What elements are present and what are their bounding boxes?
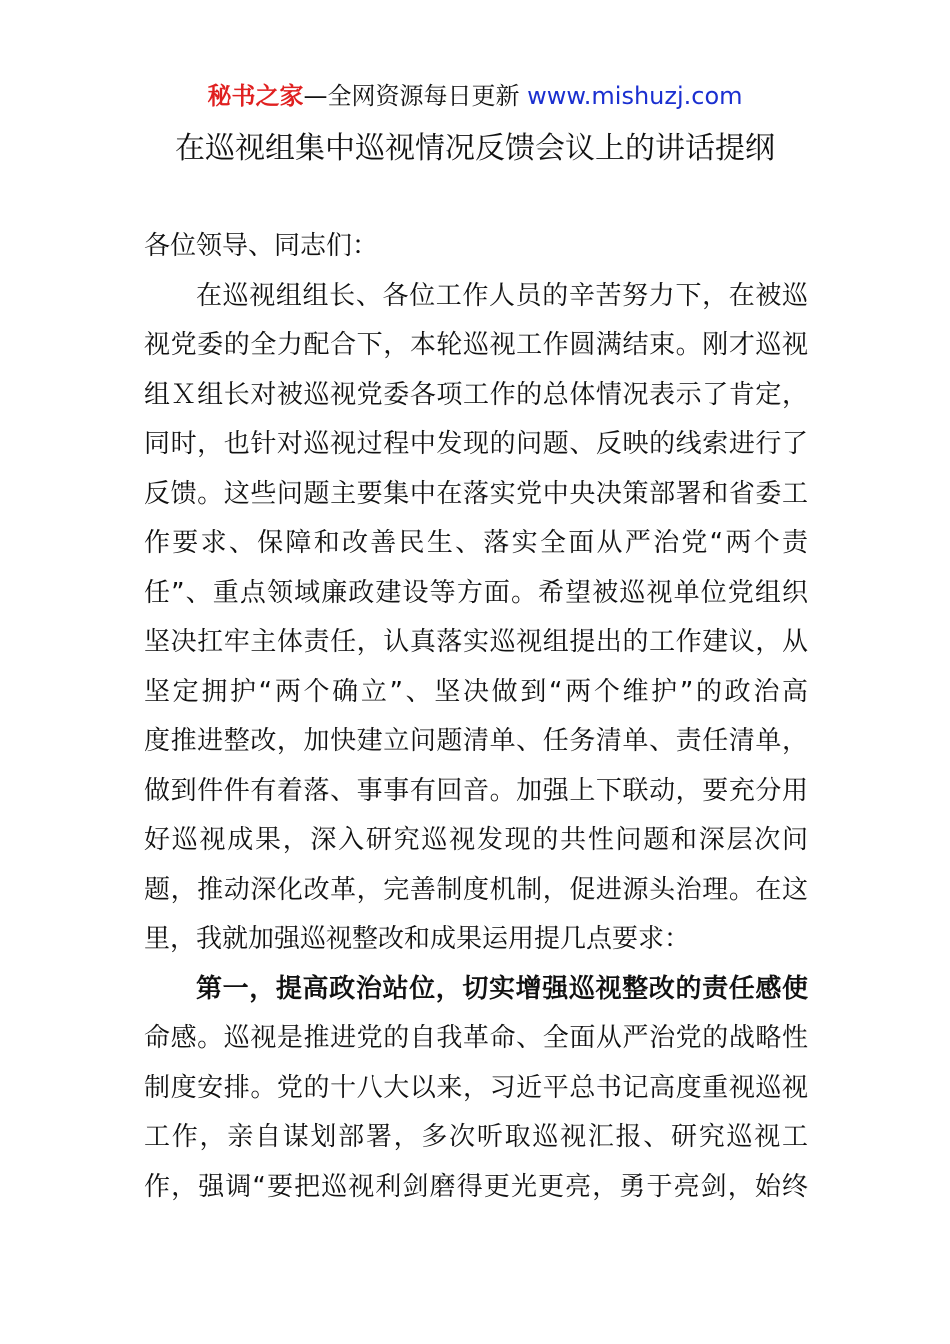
paragraph-line: 坚决扛牢主体责任，认真落实巡视组提出的工作建议，从 xyxy=(144,627,808,657)
paragraph-line: 制度安排。党的十八大以来，习近平总书记高度重视巡视 xyxy=(144,1072,808,1103)
paragraph-line: 视党委的全力配合下，本轮巡视工作圆满结束。刚才巡视 xyxy=(144,330,808,360)
paragraph-line: 作，强调“要把巡视利剑磨得更光更亮，勇于亮剑，始终 xyxy=(144,1171,808,1202)
paragraph-line: 坚定拥护“两个确立”、坚决做到“两个维护”的政治高 xyxy=(144,676,808,707)
paragraph-line: 工作，亲自谋划部署，多次听取巡视汇报、研究巡视工 xyxy=(144,1122,808,1152)
site-url-link[interactable]: www.mishuzj.com xyxy=(527,82,743,110)
paragraph-line: 做到件件有着落、事事有回音。加强上下联动，要充分用 xyxy=(144,775,808,806)
site-name: 秘书之家 xyxy=(207,82,304,110)
paragraph-line: 反馈。这些问题主要集中在落实党中央决策部署和省委工 xyxy=(144,478,808,509)
paragraph-line: 组Ｘ组长对被巡视党委各项工作的总体情况表示了肯定， xyxy=(144,379,808,410)
paragraph-line: 同时，也针对巡视过程中发现的问题、反映的线索进行了 xyxy=(144,429,808,459)
salutation: 各位领导、同志们： xyxy=(144,231,379,261)
paragraph-line: 里，我就加强巡视整改和成果运用提几点要求： xyxy=(144,924,691,954)
paragraph-line: 任”、重点领域廉政建设等方面。希望被巡视单位党组织 xyxy=(144,577,808,608)
paragraph-line: 作要求、保障和改善民生、落实全面从严治党“两个责 xyxy=(144,528,808,558)
paragraph-line: 度推进整改，加快建立问题清单、任务清单、责任清单， xyxy=(144,726,808,756)
paragraph-line: 好巡视成果，深入研究巡视发现的共性问题和深层次问 xyxy=(144,825,808,855)
paragraph-line: 在巡视组组长、各位工作人员的辛苦努力下，在被巡 xyxy=(196,280,808,311)
document-title: 在巡视组集中巡视情况反馈会议上的讲话提纲 xyxy=(175,131,775,166)
site-tagline: —全网资源每日更新 xyxy=(303,82,528,110)
paragraph-line: 命感。巡视是推进党的自我革命、全面从严治党的战略性 xyxy=(144,1023,808,1053)
document-body xyxy=(144,222,808,1212)
section-heading: 第一，提高政治站位，切实增强巡视整改的责任感使 xyxy=(196,973,808,1004)
paragraph-line: 题，推动深化改革，完善制度机制，促进源头治理。在这 xyxy=(144,874,808,905)
site-header xyxy=(0,78,950,114)
